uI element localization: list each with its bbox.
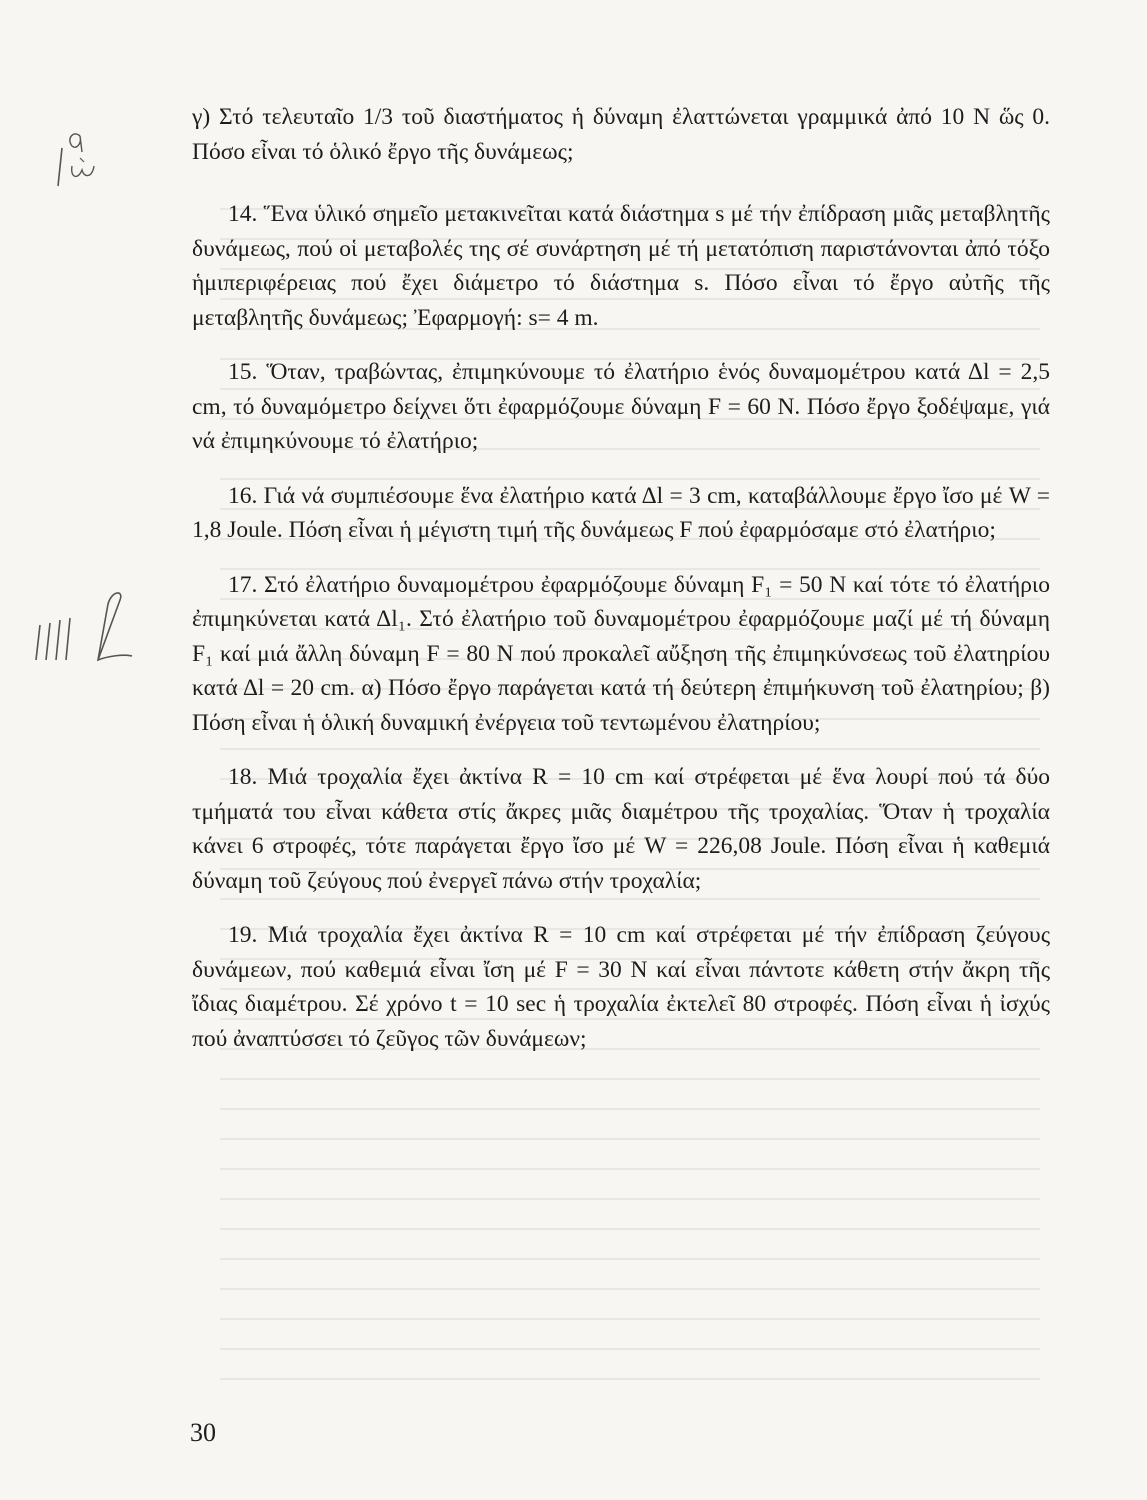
handwritten-margin-note-icon xyxy=(52,118,132,198)
problem-17: 17. Στό ἐλατήριο δυναμομέτρου ἐφαρμόζουμε δύναμη F₁ = 50 N καί τότε τό ἐλατήριο ἐπιμηκύνεται κατά Δl₁. Στό ἐλατήριο τοῦ δυναμομέτρου ἐφαρμόζουμε μαζί μέ τή δύναμη F₁ καί μιά ἄλλη δύναμη F = 80 N πού προκαλεῖ αὔξηση τῆς ἐπιμηκύνσεως τοῦ ἐλατηρίου κατά Δl = 20 cm. α) Πόσο ἔργο παράγεται κατά τή δεύτερη ἐπιμήκυνση τοῦ ἐλατηρίου; β) Πόση εἶναι ἡ ὁλική δυναμική ἐνέργεια τοῦ τεντωμένου ἐλατηρίου; xyxy=(192,571,1050,736)
page-number: 30 xyxy=(190,1418,216,1447)
problem-14: 14. Ἕνα ὑλικό σημεῖο μετακινεῖται κατά διάστημα s μέ τήν ἐπίδραση μιᾶς μεταβλητῆς δυνάμεως, πού οἱ μεταβολές της σέ συνάρτηση μέ τή μετατόπιση παριστάνονται ἀπό τόξο ἡμιπεριφέρειας πού ἔχει διάμετρο τό διάστημα s. Πόσο εἶναι τό ἔργο αὐτῆς τῆς μεταβλητῆς δυνάμεως; Ἐφαρμογή: s= 4 m. xyxy=(192,201,1050,331)
paragraph-13c: γ) Στό τελευταῖο 1/3 τοῦ διαστήματος ἡ δύναμη ἐλαττώνεται γραμμικά ἀπό 10 N ὥς 0. Πόσο εἶναι τό ὁλικό ἔργο τῆς δυνάμεως; xyxy=(192,104,1050,165)
problem-18: 18. Μιά τροχαλία ἔχει ἀκτίνα R = 10 cm καί στρέφεται μέ ἕνα λουρί πού τά δύο τμήματά του εἶναι κάθετα στίς ἄκρες μιᾶς διαμέτρου τῆς τροχαλίας. Ὅταν ἡ τροχαλία κάνει 6 στροφές, τότε παράγεται ἔργο ἴσο μέ W = 226,08 Joule. Πόση εἶναι ἡ καθεμιά δύναμη τοῦ ζεύγους πού ἐνεργεῖ πάνω στήν τροχαλία; xyxy=(192,764,1050,894)
problem-19: 19. Μιά τροχαλία ἔχει ἀκτίνα R = 10 cm καί στρέφεται μέ τήν ἐπίδραση ζεύγους δυνάμεων, πού καθεμιά εἶναι ἴση μέ F = 30 N καί εἶναι πάντοτε κάθετη στήν ἄκρη τῆς ἴδιας διαμέτρου. Σέ χρόνο t = 10 sec ἡ τροχαλία ἐκτελεῖ 80 στροφές. Πόση εἶναι ἡ ἰσχύς πού ἀναπτύσσει τό ζεῦγος τῶν δυνάμεων; xyxy=(192,922,1050,1052)
handwritten-tally-icon xyxy=(28,590,138,670)
problem-15: 15. Ὅταν, τραβώντας, ἐπιμηκύνουμε τό ἐλατήριο ἑνός δυναμομέτρου κατά Δl = 2,5 cm, τό δυναμόμετρο δείχνει ὅτι ἐφαρμόζουμε δύναμη F = 60 N. Πόσο ἔργο ξοδέψαμε, γιά νά ἐπιμηκύνουμε τό ἐλατήριο; xyxy=(192,359,1050,454)
page-body-text xyxy=(192,100,1050,1076)
problem-16: 16. Γιά νά συμπιέσουμε ἕνα ἐλατήριο κατά Δl = 3 cm, καταβάλλουμε ἔργο ἴσο μέ W = 1,8 Joule. Πόση εἶναι ἡ μέγιστη τιμή τῆς δυνάμεως F πού ἐφαρμόσαμε στό ἐλατήριο; xyxy=(192,482,1050,543)
